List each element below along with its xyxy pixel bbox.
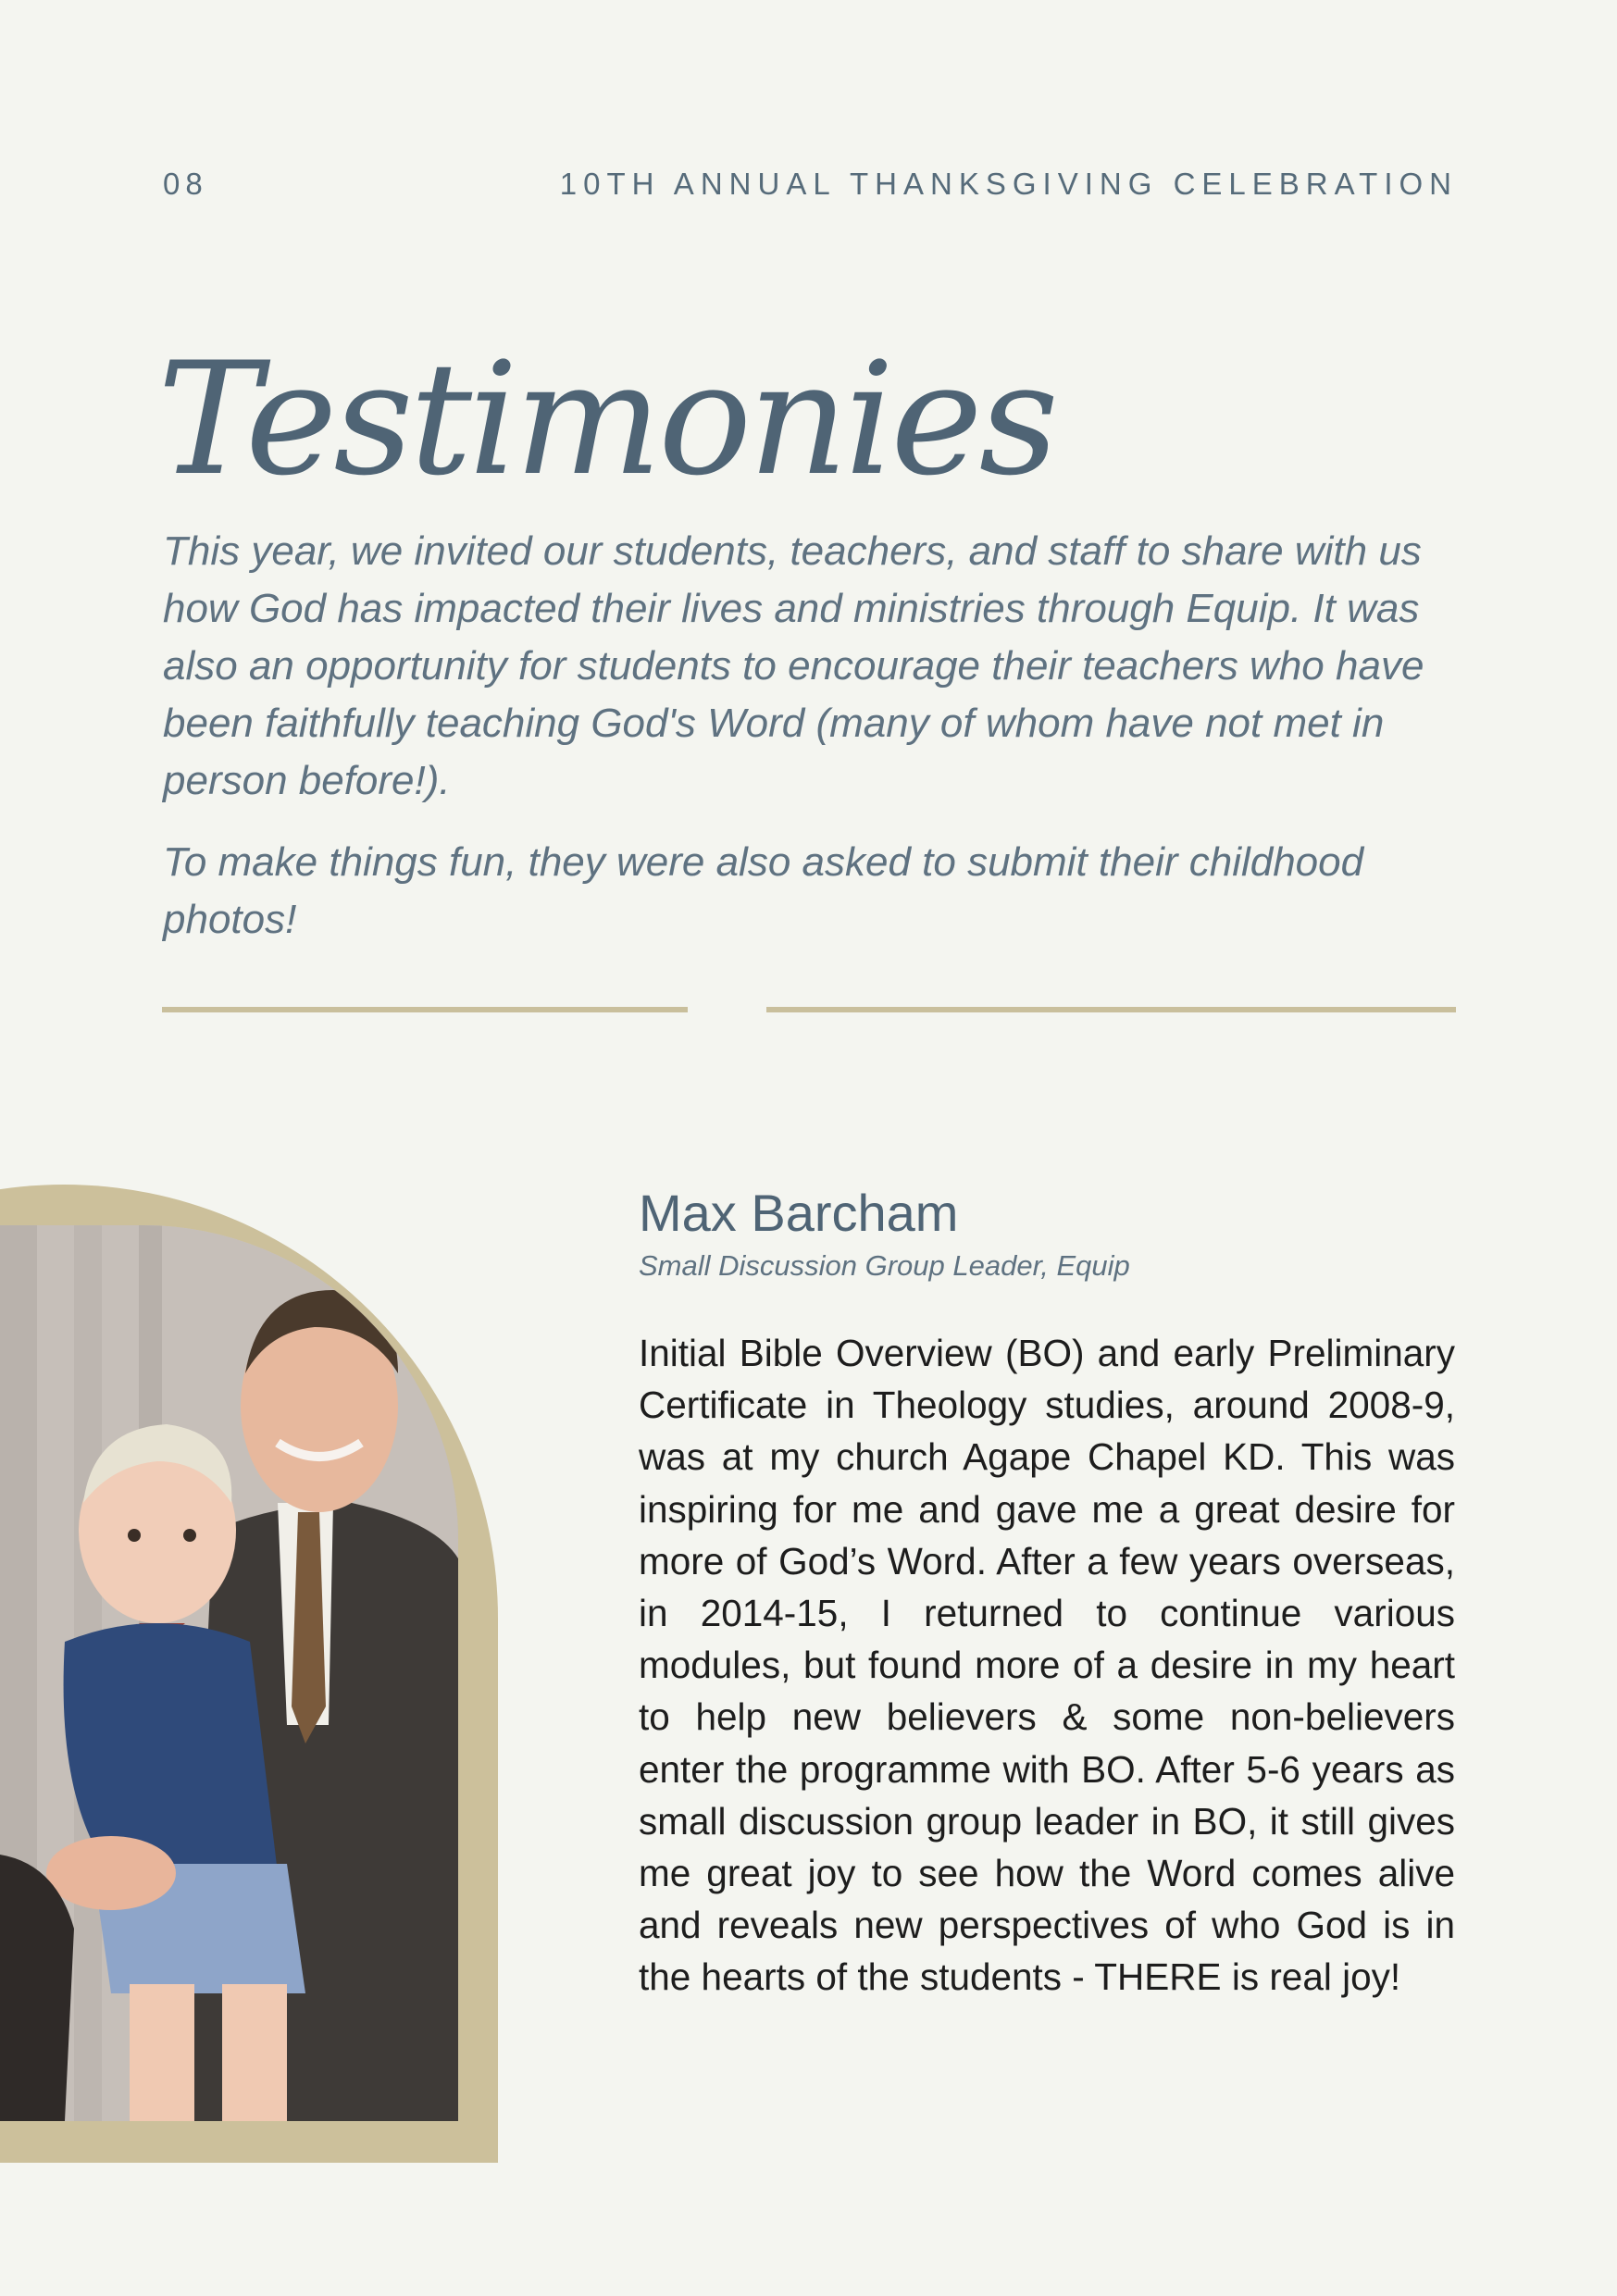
section-title: Testimonies	[157, 328, 1055, 510]
childhood-photo-illustration	[0, 1225, 458, 2121]
person-role: Small Discussion Group Leader, Equip	[639, 1249, 1130, 1282]
testimony-text: Initial Bible Overview (BO) and early Preliminary Certificate in Theology studies, around 2008-9, was at my church Agape Chapel KD. This was inspiring for me and gave me a great desire for more of God’s Word. After a few years overseas, in 2014-15, I returned to continue various modules, but found more of a desire in my heart to help new believers & some non-believers enter the programme with BO. After 5-6 years as small discussion group leader in BO, it still gives me great joy to see how the Word comes alive and reveals new perspectives of who God is in the hearts of the students - THERE is real joy!	[639, 1332, 1455, 1999]
intro-paragraph-2: To make things fun, they were also asked to submit their childhood photos!	[163, 839, 1364, 942]
childhood-photo	[0, 1225, 458, 2121]
intro-block	[163, 523, 1468, 973]
header-title: 10TH ANNUAL THANKSGIVING CELEBRATION	[559, 167, 1458, 201]
person-name: Max Barcham	[639, 1184, 959, 1242]
intro-paragraph-1: This year, we invited our students, teachers, and staff to share with us how God has impacted their lives and ministries through Equip. It was also an opportunity for students to encourage their teachers who have been faithfully teaching God's Word (many of whom have not met in person before!).	[163, 528, 1424, 803]
divider-right	[766, 1007, 1456, 1012]
divider-left	[162, 1007, 688, 1012]
page-number: 08	[163, 167, 208, 201]
